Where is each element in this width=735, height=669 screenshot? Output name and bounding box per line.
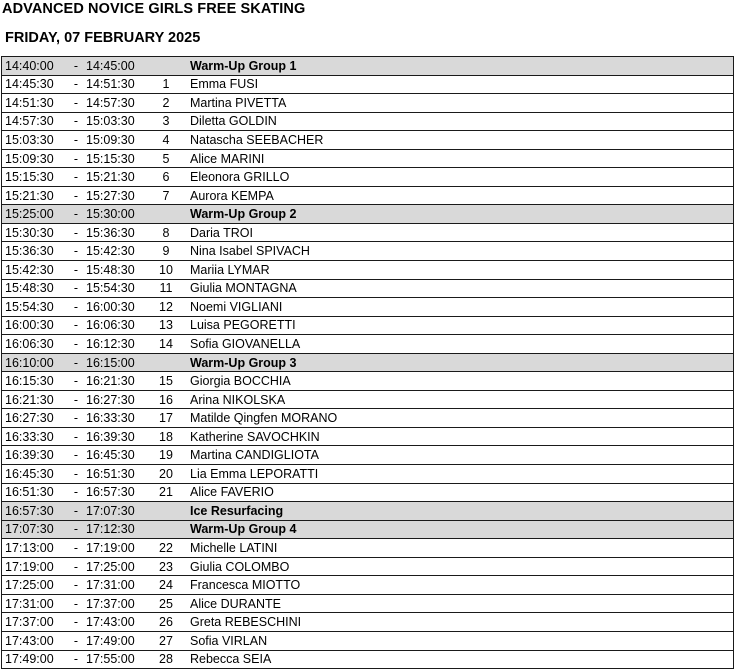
time-separator: - (69, 168, 83, 187)
skater-name: Natascha SEEBACHER (184, 131, 734, 150)
end-time: 15:30:00 (83, 205, 148, 224)
start-time: 16:00:30 (2, 316, 70, 335)
start-time: 15:15:30 (2, 168, 70, 187)
time-separator: - (69, 279, 83, 298)
start-number: 28 (148, 650, 184, 669)
start-number: 5 (148, 149, 184, 168)
skater-name: Noemi VIGLIANI (184, 298, 734, 317)
skater-row (2, 372, 734, 391)
start-number: 2 (148, 94, 184, 113)
start-number: 1 (148, 75, 184, 94)
skater-name: Martina CANDIGLIOTA (184, 446, 734, 465)
start-time: 14:57:30 (2, 112, 70, 131)
start-number: 26 (148, 613, 184, 632)
end-time: 16:21:30 (83, 372, 148, 391)
skater-row (2, 149, 734, 168)
end-time: 17:07:30 (83, 502, 148, 521)
skater-name: Diletta GOLDIN (184, 112, 734, 131)
start-time: 17:19:00 (2, 557, 70, 576)
skater-row (2, 631, 734, 650)
start-number: 23 (148, 557, 184, 576)
warmup-group-row (2, 205, 734, 224)
skater-row (2, 576, 734, 595)
skater-row (2, 298, 734, 317)
skater-name: Francesca MIOTTO (184, 576, 734, 595)
skater-name: Greta REBESCHINI (184, 613, 734, 632)
start-number: 27 (148, 631, 184, 650)
end-time: 17:37:00 (83, 594, 148, 613)
start-number: 12 (148, 298, 184, 317)
skater-name: Giulia COLOMBO (184, 557, 734, 576)
time-separator: - (69, 94, 83, 113)
skater-name: Lia Emma LEPORATTI (184, 465, 734, 484)
start-time: 15:03:30 (2, 131, 70, 150)
skater-row (2, 94, 734, 113)
start-time: 17:07:30 (2, 520, 70, 539)
skater-row (2, 465, 734, 484)
start-number: 9 (148, 242, 184, 261)
end-time: 15:42:30 (83, 242, 148, 261)
start-time: 16:10:00 (2, 353, 70, 372)
time-separator: - (69, 483, 83, 502)
time-separator: - (69, 539, 83, 558)
skater-name: Katherine SAVOCHKIN (184, 427, 734, 446)
start-number: 7 (148, 186, 184, 205)
start-number: 11 (148, 279, 184, 298)
end-time: 14:57:30 (83, 94, 148, 113)
start-time: 14:40:00 (2, 57, 70, 76)
start-number: 18 (148, 427, 184, 446)
start-number: 8 (148, 223, 184, 242)
start-time: 17:31:00 (2, 594, 70, 613)
skater-row (2, 242, 734, 261)
skater-row (2, 335, 734, 354)
end-time: 16:27:30 (83, 390, 148, 409)
start-time: 17:37:00 (2, 613, 70, 632)
time-separator: - (69, 446, 83, 465)
skater-name: Aurora KEMPA (184, 186, 734, 205)
end-time: 17:31:00 (83, 576, 148, 595)
start-time: 16:51:30 (2, 483, 70, 502)
start-number: 16 (148, 390, 184, 409)
skater-name: Giorgia BOCCHIA (184, 372, 734, 391)
time-separator: - (69, 520, 83, 539)
start-time: 17:49:00 (2, 650, 70, 669)
start-time: 16:21:30 (2, 390, 70, 409)
start-time: 15:42:30 (2, 261, 70, 280)
skater-row (2, 539, 734, 558)
skater-row (2, 390, 734, 409)
end-time: 17:12:30 (83, 520, 148, 539)
end-time: 16:39:30 (83, 427, 148, 446)
time-separator: - (69, 353, 83, 372)
skater-row (2, 650, 734, 669)
end-time: 16:57:30 (83, 483, 148, 502)
start-time: 15:09:30 (2, 149, 70, 168)
start-time: 15:48:30 (2, 279, 70, 298)
skater-row (2, 557, 734, 576)
start-number (148, 57, 184, 76)
skater-name: Emma FUSI (184, 75, 734, 94)
start-number (148, 502, 184, 521)
segment-label: Warm-Up Group 2 (184, 205, 734, 224)
start-number: 24 (148, 576, 184, 595)
skater-row (2, 279, 734, 298)
schedule-table (1, 56, 734, 669)
time-separator: - (69, 427, 83, 446)
time-separator: - (69, 502, 83, 521)
end-time: 15:54:30 (83, 279, 148, 298)
warmup-group-row (2, 353, 734, 372)
start-number: 15 (148, 372, 184, 391)
skater-name: Eleonora GRILLO (184, 168, 734, 187)
end-time: 15:21:30 (83, 168, 148, 187)
time-separator: - (69, 465, 83, 484)
skater-name: Martina PIVETTA (184, 94, 734, 113)
skater-row (2, 223, 734, 242)
time-separator: - (69, 298, 83, 317)
start-number (148, 205, 184, 224)
warmup-group-row (2, 57, 734, 76)
end-time: 16:51:30 (83, 465, 148, 484)
end-time: 14:45:00 (83, 57, 148, 76)
ice-resurfacing-row (2, 502, 734, 521)
start-time: 15:36:30 (2, 242, 70, 261)
skater-row (2, 613, 734, 632)
segment-label: Warm-Up Group 4 (184, 520, 734, 539)
skater-name: Rebecca SEIA (184, 650, 734, 669)
start-time: 15:21:30 (2, 186, 70, 205)
skater-row (2, 409, 734, 428)
start-number: 20 (148, 465, 184, 484)
start-time: 15:54:30 (2, 298, 70, 317)
start-number (148, 353, 184, 372)
time-separator: - (69, 613, 83, 632)
skater-row (2, 186, 734, 205)
skater-name: Daria TROI (184, 223, 734, 242)
end-time: 15:09:30 (83, 131, 148, 150)
start-time: 16:45:30 (2, 465, 70, 484)
start-number: 14 (148, 335, 184, 354)
start-time: 17:13:00 (2, 539, 70, 558)
skater-row (2, 594, 734, 613)
time-separator: - (69, 335, 83, 354)
start-number: 10 (148, 261, 184, 280)
time-separator: - (69, 223, 83, 242)
start-number: 13 (148, 316, 184, 335)
end-time: 15:15:30 (83, 149, 148, 168)
time-separator: - (69, 594, 83, 613)
start-number: 21 (148, 483, 184, 502)
skater-name: Matilde Qingfen MORANO (184, 409, 734, 428)
event-date: FRIDAY, 07 FEBRUARY 2025 (5, 30, 201, 46)
skater-name: Michelle LATINI (184, 539, 734, 558)
time-separator: - (69, 242, 83, 261)
end-time: 17:43:00 (83, 613, 148, 632)
time-separator: - (69, 650, 83, 669)
end-time: 15:03:30 (83, 112, 148, 131)
start-time: 16:33:30 (2, 427, 70, 446)
skater-name: Giulia MONTAGNA (184, 279, 734, 298)
end-time: 15:27:30 (83, 186, 148, 205)
end-time: 16:06:30 (83, 316, 148, 335)
time-separator: - (69, 205, 83, 224)
skater-name: Sofia GIOVANELLA (184, 335, 734, 354)
skater-name: Alice FAVERIO (184, 483, 734, 502)
end-time: 16:12:30 (83, 335, 148, 354)
skater-row (2, 446, 734, 465)
start-number: 17 (148, 409, 184, 428)
skater-row (2, 75, 734, 94)
end-time: 15:48:30 (83, 261, 148, 280)
time-separator: - (69, 261, 83, 280)
start-time: 17:25:00 (2, 576, 70, 595)
start-time: 16:06:30 (2, 335, 70, 354)
skater-name: Sofia VIRLAN (184, 631, 734, 650)
start-number: 22 (148, 539, 184, 558)
end-time: 16:33:30 (83, 409, 148, 428)
end-time: 17:55:00 (83, 650, 148, 669)
skater-row (2, 112, 734, 131)
time-separator: - (69, 186, 83, 205)
start-number: 4 (148, 131, 184, 150)
skater-name: Mariia LYMAR (184, 261, 734, 280)
time-separator: - (69, 557, 83, 576)
start-number: 6 (148, 168, 184, 187)
start-time: 17:43:00 (2, 631, 70, 650)
skater-name: Alice MARINI (184, 149, 734, 168)
skater-row (2, 168, 734, 187)
document-title: ADVANCED NOVICE GIRLS FREE SKATING (2, 1, 306, 17)
start-time: 16:39:30 (2, 446, 70, 465)
start-number: 25 (148, 594, 184, 613)
start-time: 15:25:00 (2, 205, 70, 224)
end-time: 17:25:00 (83, 557, 148, 576)
skater-row (2, 316, 734, 335)
start-time: 15:30:30 (2, 223, 70, 242)
skater-name: Alice DURANTE (184, 594, 734, 613)
skater-row (2, 427, 734, 446)
segment-label: Ice Resurfacing (184, 502, 734, 521)
time-separator: - (69, 131, 83, 150)
time-separator: - (69, 149, 83, 168)
start-number (148, 520, 184, 539)
start-time: 16:57:30 (2, 502, 70, 521)
time-separator: - (69, 57, 83, 76)
segment-label: Warm-Up Group 1 (184, 57, 734, 76)
start-time: 14:51:30 (2, 94, 70, 113)
time-separator: - (69, 576, 83, 595)
start-time: 14:45:30 (2, 75, 70, 94)
skater-row (2, 483, 734, 502)
skater-name: Nina Isabel SPIVACH (184, 242, 734, 261)
segment-label: Warm-Up Group 3 (184, 353, 734, 372)
skater-name: Luisa PEGORETTI (184, 316, 734, 335)
time-separator: - (69, 112, 83, 131)
time-separator: - (69, 390, 83, 409)
time-separator: - (69, 75, 83, 94)
warmup-group-row (2, 520, 734, 539)
time-separator: - (69, 372, 83, 391)
end-time: 14:51:30 (83, 75, 148, 94)
start-time: 16:27:30 (2, 409, 70, 428)
end-time: 15:36:30 (83, 223, 148, 242)
time-separator: - (69, 409, 83, 428)
end-time: 16:00:30 (83, 298, 148, 317)
end-time: 17:49:00 (83, 631, 148, 650)
end-time: 16:15:00 (83, 353, 148, 372)
skater-row (2, 131, 734, 150)
start-number: 3 (148, 112, 184, 131)
start-time: 16:15:30 (2, 372, 70, 391)
time-separator: - (69, 316, 83, 335)
end-time: 17:19:00 (83, 539, 148, 558)
time-separator: - (69, 631, 83, 650)
start-number: 19 (148, 446, 184, 465)
skater-row (2, 261, 734, 280)
end-time: 16:45:30 (83, 446, 148, 465)
skater-name: Arina NIKOLSKA (184, 390, 734, 409)
